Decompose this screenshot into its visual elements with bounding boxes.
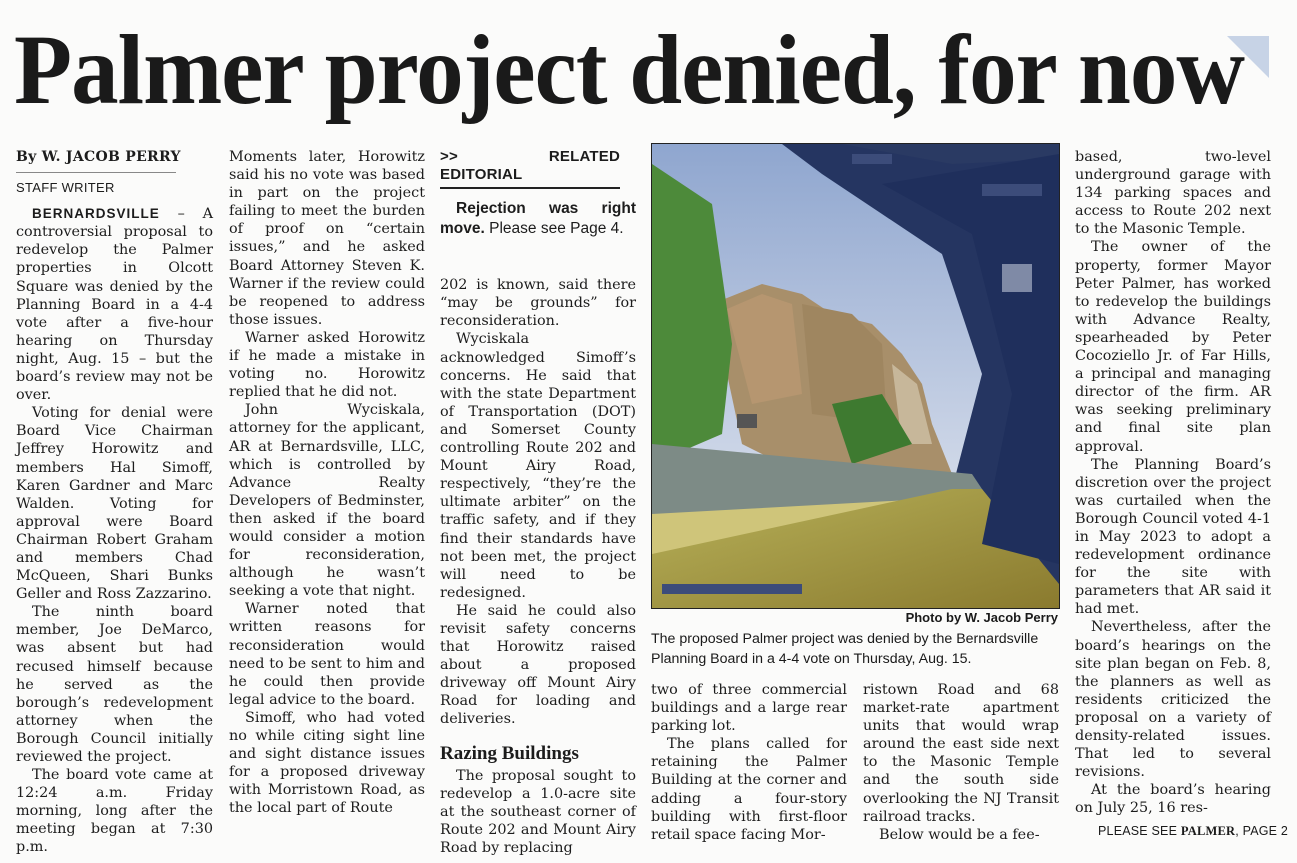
paragraph: The ninth board member, Joe DeMarco, was absent but had recused himself because he served as the borough’s redevelopment attorney when the Borough Council initially reviewed the project.	[16, 604, 213, 765]
paragraph: BERNARDSVILLE – A controversial proposal to redevelop the Palmer properties in Olcott Square was denied by the Planning Board in a 4-4 vote after a five-hour hearing on Thursday night, Aug. 15 – but the board’s review may not be over.	[16, 206, 213, 404]
article-photo	[651, 143, 1060, 609]
paragraph: based, two-level underground garage with 134 parking spaces and access to Route 202 next to the Masonic Temple.	[1075, 149, 1271, 238]
jump-word: PALMER	[1180, 824, 1236, 838]
related-editorial-title: Rejection was right move.	[440, 200, 636, 237]
dateline: BERNARDSVILLE	[32, 206, 160, 222]
page-corner-icon	[1227, 36, 1269, 78]
paragraph: 202 is known, said there “may be grounds” for reconsideration.	[440, 277, 636, 330]
column-3	[440, 148, 636, 857]
paragraph: Below would be a fee-	[879, 826, 1040, 843]
paragraph: He said he could also revisit safety concerns that Horowitz raised about a proposed driveway off Mount Airy Road for loading and deliveries.	[440, 602, 636, 728]
photo-credit: Photo by W. Jacob Perry	[905, 610, 1058, 625]
paragraph: Nevertheless, after the board’s hearings on the site plan began on Feb. 8, the planners as well as residents criticized the proposal on a variety of density-related issues. That led to several revisions.	[1075, 619, 1271, 781]
column-5	[863, 681, 1059, 844]
paragraph: The board vote came at 12:24 a.m. Friday morning, long after the meeting began at 7:30 p.m.	[16, 767, 213, 856]
paragraph: Wyciskala acknowledged Simoff’s concerns. He said that with the state Department of Transportation (DOT) and Somerset County controlling Route 202 and Mount Airy Road, respectively, “they’re the ultimate arbiter” on the traffic safety, and if they find their standards have not been met, the project will need to be redesigned.	[440, 331, 636, 601]
headline: Palmer project denied, for now	[14, 14, 1245, 125]
paragraph: At the board’s hearing on July 25, 16 res-	[1075, 782, 1271, 817]
continued-on-link[interactable]: PLEASE SEE PALMER, PAGE 2	[1098, 824, 1289, 838]
paragraph: Voting for denial were Board Vice Chairman Jeffrey Horowitz and members Hal Simoff, Karen Gardner and Marc Walden. Voting for approval were Board Chairman Robert Graham and members Chad McQueen, Shari Bunks Geller and Ross Zazzarino.	[16, 405, 213, 603]
subheading: Razing Buildings	[440, 742, 579, 764]
paragraph: The proposal sought to redevelop a 1.0-acre site at the southeast corner of Route 202 and Mount Airy Road by replacing	[440, 767, 636, 856]
paragraph: The plans called for retaining the Palmer Building at the corner and adding a four-story building with first-floor retail space facing Mor-	[651, 736, 847, 843]
paragraph: ristown Road and 68 market-rate apartment units that would wrap around the east side next to the Masonic Temple and the south side overlooking the NJ Transit railroad tracks.	[863, 682, 1059, 825]
double-chevron-icon: >>	[440, 148, 458, 165]
paragraph: John Wyciskala, attorney for the applicant, AR at Bernardsville, LLC, which is controlled by Advance Realty Developers of Bedminster, then asked if the board would consider a motion for reconsideration, although he wasn’t seeking a vote that night.	[229, 402, 425, 600]
column-2	[229, 148, 425, 817]
related-editorial-link[interactable]: Rejection was right move. Please see Page 4.	[440, 200, 636, 237]
paragraph: Warner noted that written reasons for reconsideration would need to be sent to him and he could then provide legal advice to the board.	[229, 601, 425, 708]
column-6	[1075, 148, 1271, 817]
column-4	[651, 681, 847, 844]
paragraph: Simoff, who had voted no while citing sight line and sight distance issues for a proposed driveway with Morristown Road, as the local part of Route	[229, 709, 425, 817]
column-1	[16, 148, 213, 857]
paragraph: two of three commercial buildings and a large rear parking lot.	[651, 682, 847, 735]
related-editorial-heading: >> RELATED EDITORIAL	[440, 148, 620, 189]
byline-title: STAFF WRITER	[16, 172, 176, 197]
byline: By W. JACOB PERRY	[16, 149, 181, 165]
paragraph: Warner asked Horowitz if he made a mistake in voting no. Horowitz replied that he did not.	[229, 329, 425, 401]
paragraph: The owner of the property, former Mayor Peter Palmer, has worked to redevelop the buildings with Advance Realty, spearheaded by Peter Cocoziello Jr. of Far Hills, a principal and managing director of the firm. AR was seeking preliminary and final site plan approval.	[1075, 239, 1271, 455]
paragraph: The Planning Board’s discretion over the project was curtailed when the Borough Council voted 4-1 in May 2023 to adopt a redevelopment ordinance for the site with parameters that AR said it had met.	[1075, 456, 1271, 618]
paragraph: Moments later, Horowitz said his no vote was based in part on the project failing to meet the burden of proof on “certain issues,” and he asked Board Attorney Steven K. Warner if the review could be reopened to address those issues.	[229, 149, 425, 328]
photo-caption: The proposed Palmer project was denied by the Bernardsville Planning Board in a 4-4 vote on Thursday, Aug. 15.	[651, 631, 1039, 667]
